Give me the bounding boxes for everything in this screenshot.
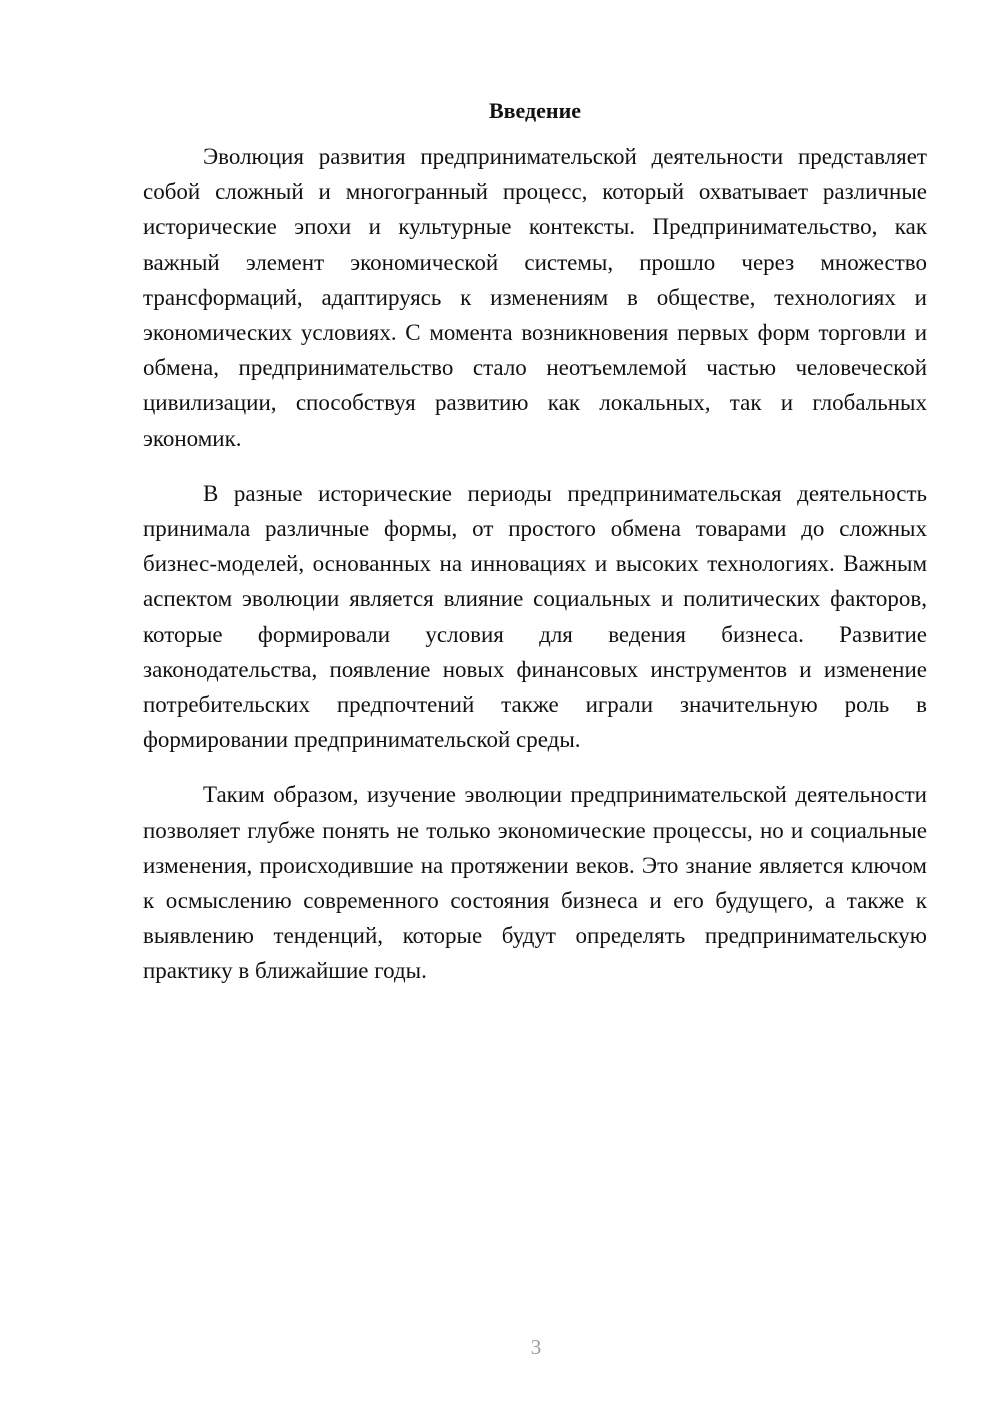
section-heading: Введение xyxy=(488,98,582,123)
page-content xyxy=(143,95,927,989)
page-number: 3 xyxy=(530,1335,542,1359)
paragraph-3: Таким образом, изучение эволюции предпринимательской деятельности позволяет глубже понять не только экономические процессы, но и социальные изменения, происходившие на протяжении веков. Это знание является ключом к осмыслению современного состояния бизнеса и его будущего, а также к выявлению тенденций, которые будут определять предпринимательскую практику в ближайшие годы. xyxy=(143,782,927,984)
paragraph-2: В разные исторические периоды предпринимательская деятельность принимала различные формы, от простого обмена товарами до сложных бизнес-моделей, основанных на инновациях и высоких технологиях. Важным аспектом эволюции является влияние социальных и политических факторов, которые формировали условия для ведения бизнеса. Развитие законодательства, появление новых финансовых инструментов и изменение потребительских предпочтений также играли значительную роль в формировании предпринимательской среды. xyxy=(143,480,927,753)
paragraph-1: Эволюция развития предпринимательской деятельности представляет собой сложный и многогранный процесс, который охватывает различные исторические эпохи и культурные контексты. Предпринимательство, как важный элемент экономической системы, прошло через множество трансформаций, адаптируясь к изменениям в обществе, технологиях и экономических условиях. С момента возникновения первых форм торговли и обмена, предпринимательство стало неотъемлемой частью человеческой цивилизации, способствуя развитию как локальных, так и глобальных экономик. xyxy=(143,144,927,451)
